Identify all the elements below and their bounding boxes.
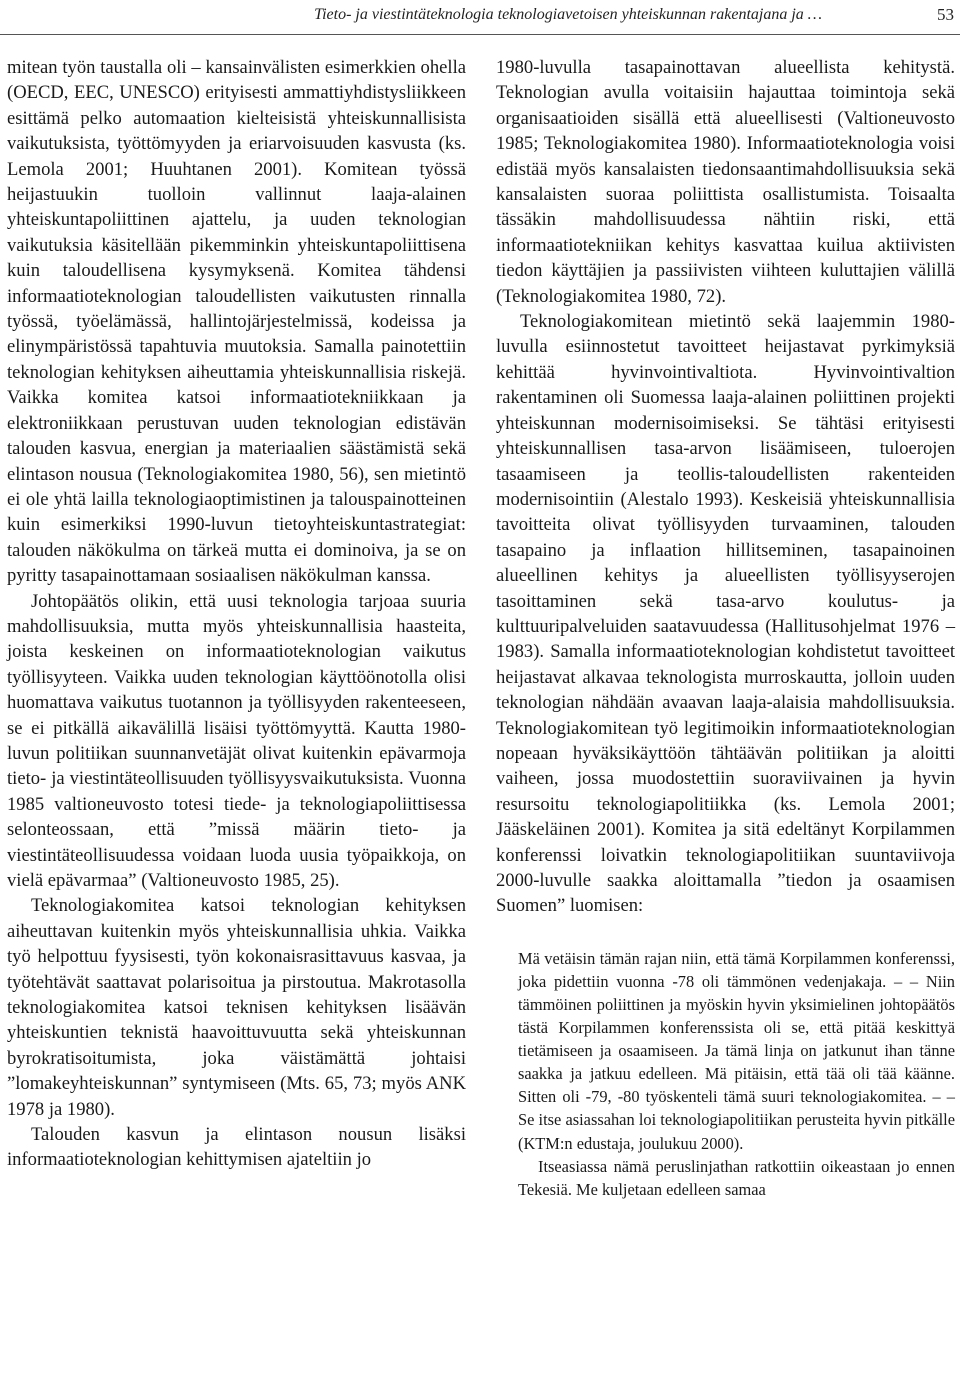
paragraph: 1980-luvulla tasapainottavan alueellista kehitystä. Teknologian avulla voitaisiin hajauttaa toimintoja sekä organisaatioiden sisällä että alueellisesti (Valtioneuvosto 1985; Teknologiakomitea 1980). Informaatioteknologia voisi edistää myös kansalaisten tiedonsaantimahdollisuuksia sekä kansalaisten suoraa poliittista osallistumista. Toisaalta tässäkin mahdollisuudessa nähtiin riski, että informaatiotekniikan kehitys kasvattaa kuilua aktiivisten tiedon käyttäjien ja passiivisten viihteen kuluttajien välillä (Teknologiakomitea 1980, 72). bbox=[496, 57, 955, 307]
page-number: 53 bbox=[937, 5, 954, 24]
paragraph: mitean työn taustalla oli – kansainvälisten esimerkkien ohella (OECD, EEC, UNESCO) erityisesti ammattiyhdistysliikkeen esittämä pelko automaation kielteisistä yhteiskunnallisista vaikutuksista, työttömyyden ja eriarvoisuuden kasvusta (ks. Lemola 2001; Huuhtanen 2001). Komitean työssä heijastuukin tuolloin vallinnut laaja-alainen yhteiskuntapoliittinen ajattelu, ja uuden teknologian vaikutuksia käsitellään pikemminkin yhteiskuntapoliittisena kuin taloudellisena kysymyksenä. Komitea tähdensi informaatioteknologian taloudellisten vaikutusten rinnalla työssä, työelämässä, hallintojärjestelmissä, kodeissa ja elinympäristössä tapahtuvia muutoksia. Samalla painotettiin teknologian kehityksen aiheuttamia yhteiskunnallisia riskejä. Vaikka komitea katsoi informaatiotekniikkaan ja elektroniikkaan perustuvan uuden teknologian edistävän talouden kasvua, energian ja materiaalien säästämistä sekä elintason nousua (Teknologiakomitea 1980, 56), sen mietintö ei ole yhtä lailla teknologiaoptimistinen ja talouspainotteinen kuin esimerkiksi 1990-luvun tietoyhteiskuntastrategiat: talouden näkökulma on tärkeä mutta ei dominoiva, ja se on pyritty tasapainottamaan sosiaalisen näkökulman kanssa. bbox=[7, 57, 466, 587]
quote-paragraph: Mä vetäisin tämän rajan niin, että tämä Korpilammen konferenssi, joka pidettiin vuonna -78 oli tämmönen vedenjakaja. – – Niin tämmöinen poliittinen ja myöskin hyvin yksimielinen johtopäätös tästä Korpilammen konferenssista oli se, että pitää keskittyä tietämiseen ja osaamiseen. Ja tämä linja on jatkunut ihan tänne saakka ja jatkuu edelleen. Mä pitäisin, että tää oli tää käänne. Sitten oli -79, -80 työskenteli tämä suuri teknologiakomitea. – – Se itse asiassahan loi teknologiapolitiikan perusteita hyvin pitkälle (KTM:n edustaja, joulukuu 2000). bbox=[518, 948, 955, 1153]
paragraph: Talouden kasvun ja elintason nousun lisäksi informaatioteknologian kehittymisen ajateltiin jo bbox=[7, 1124, 466, 1171]
right-column bbox=[496, 55, 955, 1201]
paragraph: Teknologiakomitea katsoi teknologian kehityksen aiheuttavan kuitenkin myös yhteiskunnallisia uhkia. Vaikka työ helpottuu fyysisesti, työn kokonaisrasittavuus kasvaa, ja työtehtävät saattavat polarisoitua ja pirstoutua. Makrotasolla teknologiakomitea katsoi teknisen kehityksen lisäävän yhteiskuntien teknistä haavoittuvuutta sekä yhteiskunnan byrokratisoitumista, joka väistämättä johtaisi ”lomakeyhteiskunnan” syntymiseen (Mts. 65, 73; myös ANK 1978 ja 1980). bbox=[7, 895, 466, 1120]
running-title: Tieto- ja viestintäteknologia teknologiavetoisen yhteiskunnan rakentajana ja … bbox=[314, 6, 822, 23]
quote-paragraph: Itseasiassa nämä peruslinjathan ratkottiin oikeastaan jo ennen Tekesiä. Me kuljetaan edelleen samaa bbox=[518, 1156, 955, 1199]
header-rule bbox=[0, 34, 960, 35]
paragraph: Johtopäätös olikin, että uusi teknologia tarjoaa suuria mahdollisuuksia, mutta myös yhteiskunnallisia haasteita, joista keskeinen on informaatioteknologian vaikutus työllisyyteen. Vaikka uuden teknologian käyttöönotolla olisi huomattava vaikutus tuotannon ja työllisyyden rakenteeseen, se ei pitkällä aikavälillä lisäisi työttömyyttä. Kautta 1980-luvun politiikan suunnanvetäjät olivat kuitenkin epävarmoja tieto- ja viestintäteollisuuden työllisyysvaikutuksista. Vuonna 1985 valtioneuvosto totesi tiede- ja teknologiapoliittisessa selonteossaan, että ”missä määrin tieto- ja viestintäteollisuudessa voidaan luoda uusia työpaikkoja, on vielä epävarmaa” (Valtioneuvosto 1985, 25). bbox=[7, 590, 466, 891]
paragraph: Teknologiakomitean mietintö sekä laajemmin 1980-luvulla esiinnostetut tavoitteet heijastavat pyrkimyksiä kehittää hyvinvointivaltiota. Hyvinvointivaltion rakentaminen oli Suomessa laaja-alainen poliittinen projekti yhteiskunnan modernisoimiseksi. Se tähtäsi erityisesti yhteiskunnallisen tasa-arvon lisäämiseen, tuloerojen tasaamiseen ja teollis-taloudellisten rakenteiden modernisointiin (Alestalo 1993). Keskeisiä yhteiskunnallisia tavoitteita olivat työllisyyden turvaaminen, talouden tasapaino ja inflaation hillitseminen, tasapainoinen alueellinen kehitys ja alueellisten työllisyyserojen tasoittaminen sekä tasa-arvo koulutus- ja kulttuuripalveluiden saatavuudessa (Hallitusohjelmat 1976 –1983). Samalla informaatioteknologian kohdistetut tavoitteet heijastavat alkavaa teknologista murroskautta, jolloin uuden teknologian nähdään avaavan laaja-alaisia mahdollisuuksia. Teknologiakomitean työ legitimoikin informaatioteknologian nopeaan hyväksikäyttöön tähtäävän politiikan ja aloitti vaiheen, jossa muodostettiin suoraviivainen ja hyvin resursoitu teknologiapolitiikka (ks. Lemola 2001; Jääskeläinen 2001). Komitea ja sitä edeltänyt Korpilammen konferenssi loivatkin teknologiapolitiikan suuntaviivoja 2000-luvulle saakka aloittamalla ”tiedon ja osaamisen Suomen” luomisen: bbox=[496, 311, 955, 917]
left-column bbox=[7, 55, 466, 1173]
block-quote bbox=[518, 947, 955, 1201]
